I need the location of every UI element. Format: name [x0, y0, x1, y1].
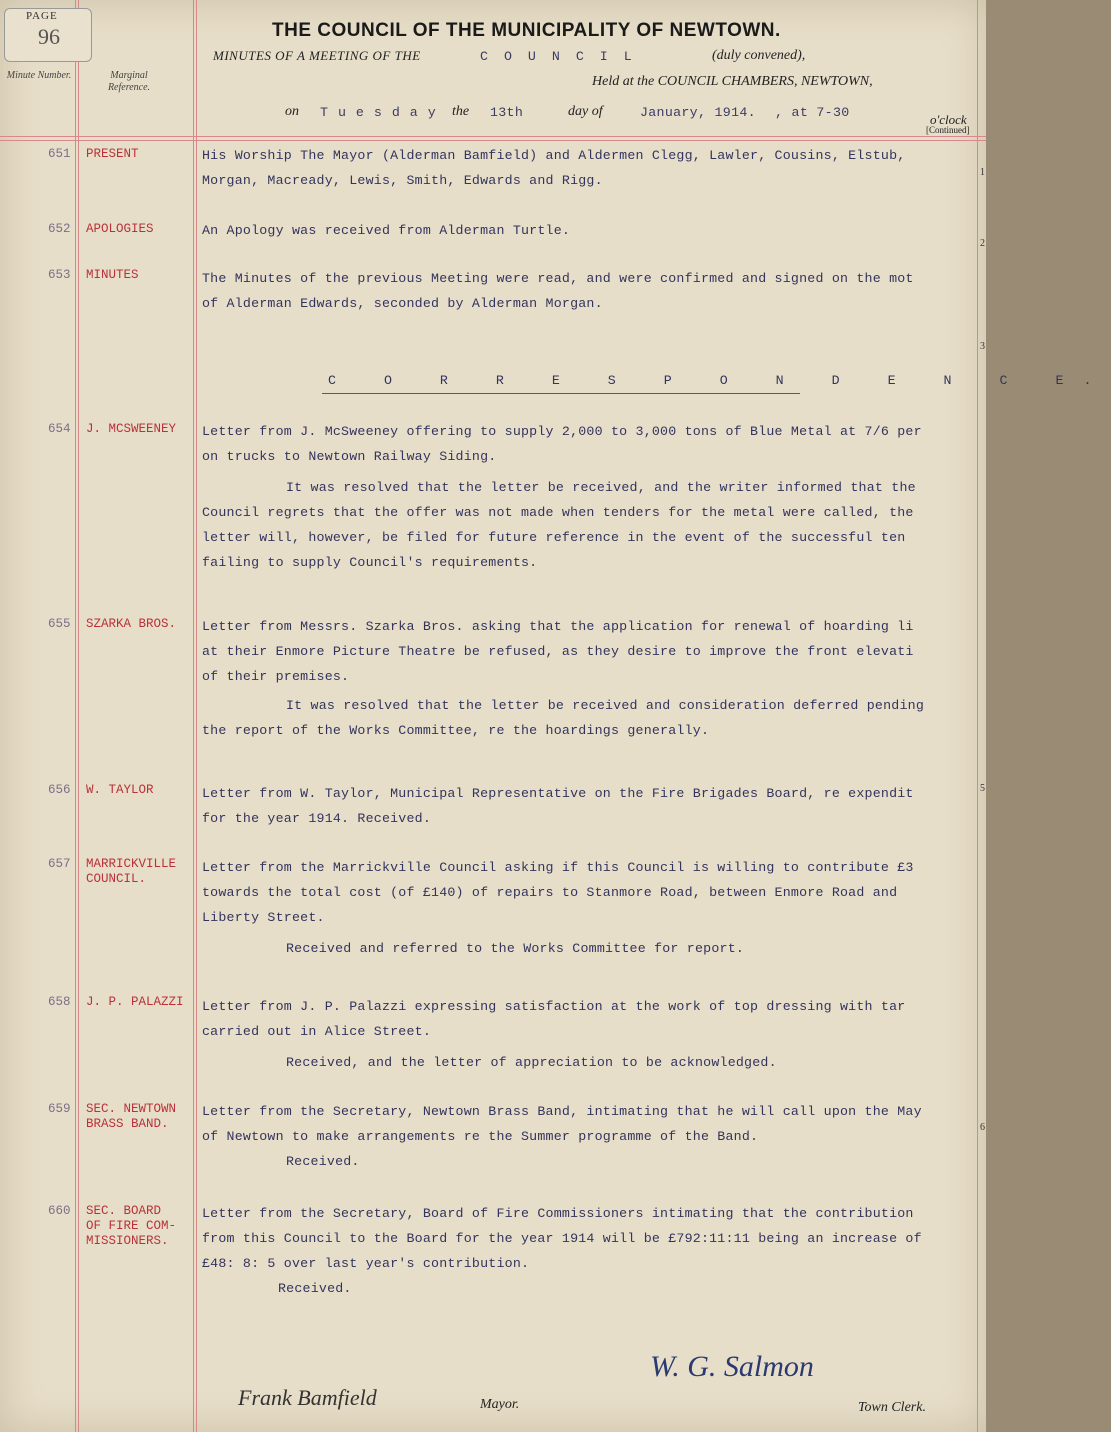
minute-line: Letter from J. P. Palazzi expressing satisfaction at the work of top dressing with tar — [202, 999, 906, 1014]
minute-line: Council regrets that the offer was not made when tenders for the metal were called, the — [202, 505, 914, 520]
minute-line: on trucks to Newtown Railway Siding. — [202, 449, 497, 464]
minute-line: failing to supply Council's requirements. — [202, 555, 538, 570]
minute-line: It was resolved that the letter be received and consideration deferred pending — [286, 698, 924, 713]
header-bottom-rule-2 — [0, 140, 986, 141]
marginal-reference: MINUTES — [86, 268, 139, 282]
minute-line: towards the total cost (of £140) of repairs to Stanmore Road, between Enmore Road and — [202, 885, 898, 900]
minute-text — [202, 419, 922, 575]
mayor-label: Mayor. — [480, 1397, 520, 1412]
minute-number: 659 — [48, 1102, 71, 1116]
right-edge-mark: 6 — [980, 1122, 985, 1133]
minute-text — [202, 781, 914, 831]
minute-number: 654 — [48, 422, 71, 436]
right-column-rule — [977, 0, 978, 1432]
meeting-type: C O U N C I L — [480, 49, 636, 64]
minute-line: The Minutes of the previous Meeting were read, and were confirmed and signed on the mot — [202, 271, 914, 286]
mayor-signature: Frank Bamfield — [238, 1385, 377, 1410]
day-name: T u e s d a y — [320, 105, 437, 120]
correspondence-heading: C O R R E S P O N D E N C E. — [328, 373, 1111, 388]
marginal-reference: MARRICKVILLE COUNCIL. — [86, 857, 177, 886]
right-edge-mark: 3 — [980, 341, 985, 352]
right-edge-mark: 1 — [980, 167, 985, 178]
right-edge-mark: 5 — [980, 783, 985, 794]
continued-label: [Continued] — [926, 125, 970, 135]
minute-number: 656 — [48, 783, 71, 797]
page-title: THE COUNCIL OF THE MUNICIPALITY OF NEWTOWN. — [272, 20, 781, 41]
minute-text — [202, 143, 905, 193]
minute-line: of their premises. — [202, 669, 350, 684]
minute-line: Received. — [286, 1154, 360, 1169]
minute-line: His Worship The Mayor (Alderman Bamfield) and Aldermen Clegg, Lawler, Cousins, Elstub, — [202, 148, 906, 163]
minute-line: An Apology was received from Alderman Turtle. — [202, 223, 571, 238]
page-label: PAGE — [26, 10, 58, 22]
minute-line: Letter from Messrs. Szarka Bros. asking that the application for renewal of hoarding li — [202, 619, 914, 634]
marginal-reference: J. MCSWEENEY — [86, 422, 177, 436]
minute-line: of Newtown to make arrangements re the Summer programme of the Band. — [202, 1129, 759, 1144]
minute-number: 652 — [48, 222, 71, 236]
meeting-date: January, 1914. — [640, 105, 756, 120]
minute-line: Letter from the Marrickville Council asking if this Council is willing to contribute £3 — [202, 860, 914, 875]
minute-line: letter will, however, be filed for future reference in the event of the successful ten — [202, 530, 906, 545]
minute-line: at their Enmore Picture Theatre be refused, as they desire to improve the front elevati — [202, 644, 914, 659]
minutes-prefix: MINUTES OF A MEETING OF THE — [213, 48, 421, 63]
the-label: the — [452, 104, 470, 119]
minute-number: 658 — [48, 995, 71, 1009]
minute-line: £48: 8: 5 over last year's contribution. — [202, 1256, 530, 1271]
minute-text — [202, 218, 570, 243]
marginal-reference: SZARKA BROS. — [86, 617, 177, 631]
minute-text — [202, 994, 905, 1075]
marginal-reference: PRESENT — [86, 147, 139, 161]
minute-line: Letter from W. Taylor, Municipal Representative on the Fire Brigades Board, re expendit — [202, 786, 914, 801]
minute-line: carried out in Alice Street. — [202, 1024, 432, 1039]
minute-line: Morgan, Macready, Lewis, Smith, Edwards and Rigg. — [202, 173, 603, 188]
minute-line: Letter from J. McSweeney offering to supply 2,000 to 3,000 tons of Blue Metal at 7/6 per — [202, 424, 922, 439]
minute-line: Received. — [278, 1281, 352, 1296]
minute-line: Letter from the Secretary, Board of Fire Commissioners intimating that the contribution — [202, 1206, 914, 1221]
minute-line: It was resolved that the letter be received, and the writer informed that the — [286, 480, 916, 495]
marginal-reference: W. TAYLOR — [86, 783, 154, 797]
minute-text — [202, 855, 914, 961]
marginal-reference: J. P. PALAZZI — [86, 995, 184, 1009]
duly-convened: (duly convened), — [712, 48, 806, 63]
minute-line: for the year 1914. Received. — [202, 811, 432, 826]
held-at: Held at the COUNCIL CHAMBERS, NEWTOWN, — [592, 74, 873, 89]
correspondence-underline — [322, 393, 800, 394]
minute-number: 651 — [48, 147, 71, 161]
town-clerk-signature: W. G. Salmon — [650, 1350, 814, 1383]
marginal-reference-column-rule — [193, 0, 194, 1432]
marginal-reference: SEC. NEWTOWN BRASS BAND. — [86, 1102, 177, 1131]
minute-line: Liberty Street. — [202, 910, 325, 925]
minute-number: 660 — [48, 1204, 71, 1218]
minute-line: Received, and the letter of appreciation to be acknowledged. — [286, 1055, 777, 1070]
minute-line: Received and referred to the Works Committee for report. — [286, 941, 745, 956]
town-clerk-label: Town Clerk. — [858, 1400, 926, 1415]
day-of-label: day of — [568, 104, 603, 119]
header-bottom-rule — [0, 136, 986, 137]
day-number: 13th — [490, 105, 524, 120]
minute-number-column-rule — [75, 0, 76, 1432]
minute-number-column-heading: Minute Number. — [6, 70, 72, 81]
minute-number: 655 — [48, 617, 71, 631]
minute-line: of Alderman Edwards, seconded by Alderman Morgan. — [202, 296, 603, 311]
minute-line: Letter from the Secretary, Newtown Brass Band, intimating that he will call upon the May — [202, 1104, 922, 1119]
minute-text — [202, 1201, 922, 1301]
marginal-reference: APOLOGIES — [86, 222, 154, 236]
marginal-reference: SEC. BOARD OF FIRE COM- MISSIONERS. — [86, 1204, 177, 1248]
minute-line: from this Council to the Board for the year 1914 will be £792:11:11 being an increase of — [202, 1231, 922, 1246]
on-label: on — [285, 104, 299, 119]
minute-number: 657 — [48, 857, 71, 871]
page-number: 96 — [38, 24, 60, 49]
minute-number: 653 — [48, 268, 71, 282]
right-edge-mark: 2 — [980, 238, 985, 249]
minute-text — [202, 266, 914, 316]
minute-text — [202, 1099, 922, 1174]
minute-line: the report of the Works Committee, re the hoardings generally. — [202, 723, 710, 738]
meeting-time: , at 7-30 — [775, 105, 850, 120]
minute-text — [202, 614, 924, 743]
marginal-reference-column-heading: Marginal Reference. — [107, 70, 151, 93]
oclock-label: o'clock — [930, 112, 967, 127]
